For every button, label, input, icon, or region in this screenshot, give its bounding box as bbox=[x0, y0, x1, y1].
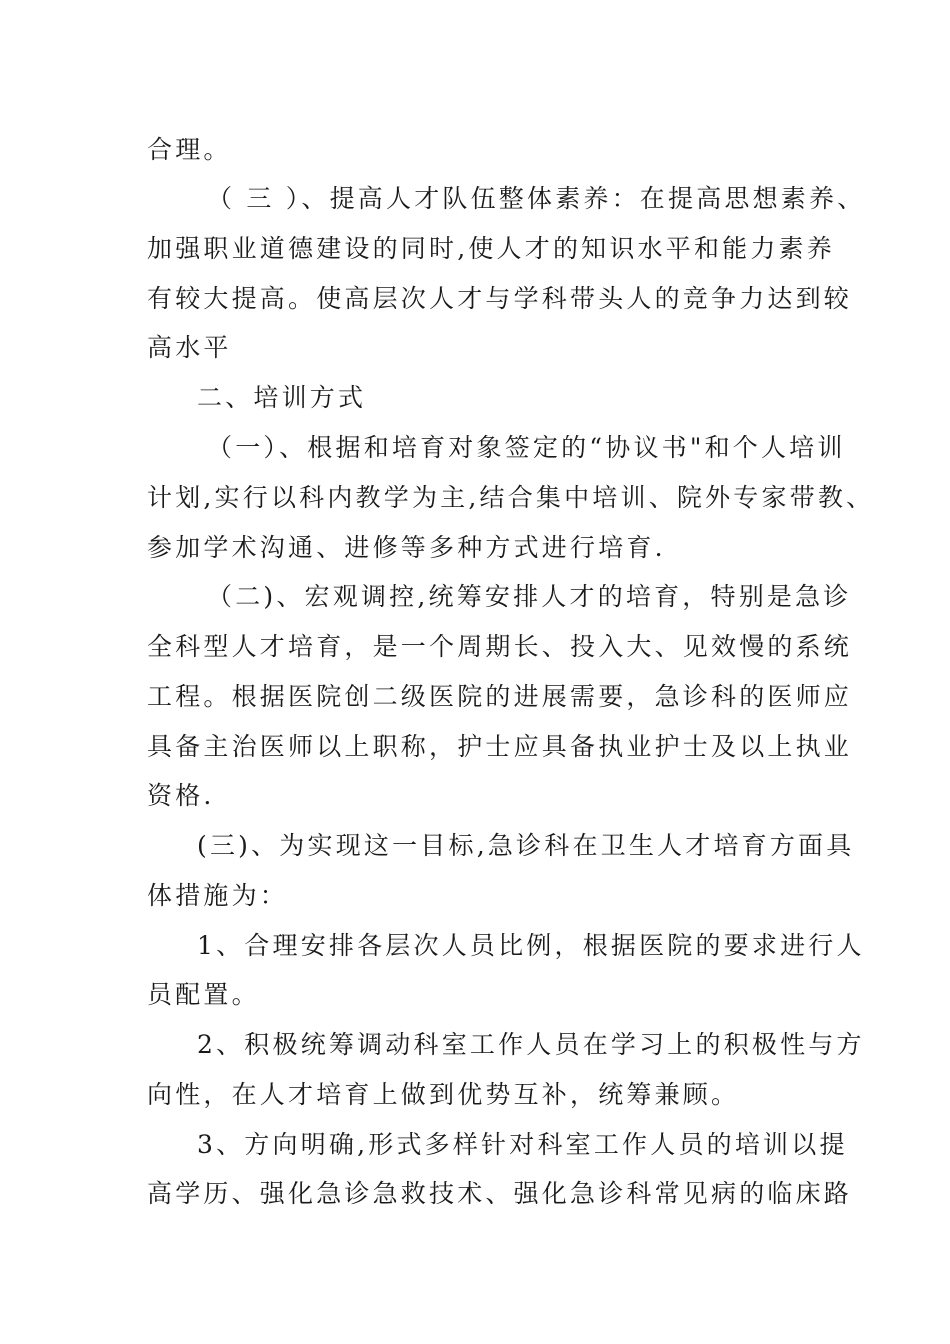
text-line: 加强职业道德建设的同时,使人才的知识水平和能力素养 bbox=[147, 234, 835, 263]
text-line: （二)、宏观调控,统筹安排人才的培育，特别是急诊 bbox=[207, 582, 852, 611]
text-line: 合理。 bbox=[147, 135, 232, 164]
list-item: 2、积极统筹调动科室工作人员在学习上的积极性与方 bbox=[197, 1030, 865, 1059]
text-line: 工程。根据医院创二级医院的进展需要，急诊科的医师应 bbox=[147, 682, 853, 711]
text-line: 计划,实行以科内教学为主,结合集中培训、院外专家带教、 bbox=[147, 483, 875, 512]
text-line: 具备主治医师以上职称，护士应具备执业护士及以上执业 bbox=[147, 732, 853, 761]
text-line: 资格. bbox=[147, 781, 215, 810]
text-line: (三)、为实现这一目标,急诊科在卫生人才培育方面具 bbox=[197, 831, 855, 860]
text-line: 参加学术沟通、进修等多种方式进行培育. bbox=[147, 533, 666, 562]
text-line: 高学历、强化急诊急救技术、强化急诊科常见病的临床路 bbox=[147, 1179, 853, 1208]
list-item: 3、方向明确,形式多样针对科室工作人员的培训以提 bbox=[197, 1130, 848, 1159]
text-line: （一）、根据和培育对象签定的“协议书"和个人培训 bbox=[207, 433, 846, 462]
text-line: 全科型人才培育，是一个周期长、投入大、见效慢的系统 bbox=[147, 632, 853, 661]
text-line: 有较大提高。使高层次人才与学科带头人的竞争力达到较 bbox=[147, 284, 853, 313]
text-line: 员配置。 bbox=[147, 980, 260, 1009]
list-item: 1、合理安排各层次人员比例，根据医院的要求进行人 bbox=[197, 931, 865, 960]
text-line: 体措施为： bbox=[147, 881, 289, 910]
text-line: 向性，在人才培育上做到优势互补，统筹兼顾。 bbox=[147, 1080, 740, 1109]
section-heading: 二、培训方式 bbox=[197, 383, 367, 412]
text-line: （ 三 ）、提高人才队伍整体素养：在提高思想素养、 bbox=[207, 184, 866, 213]
text-line: 高水平 bbox=[147, 333, 232, 362]
